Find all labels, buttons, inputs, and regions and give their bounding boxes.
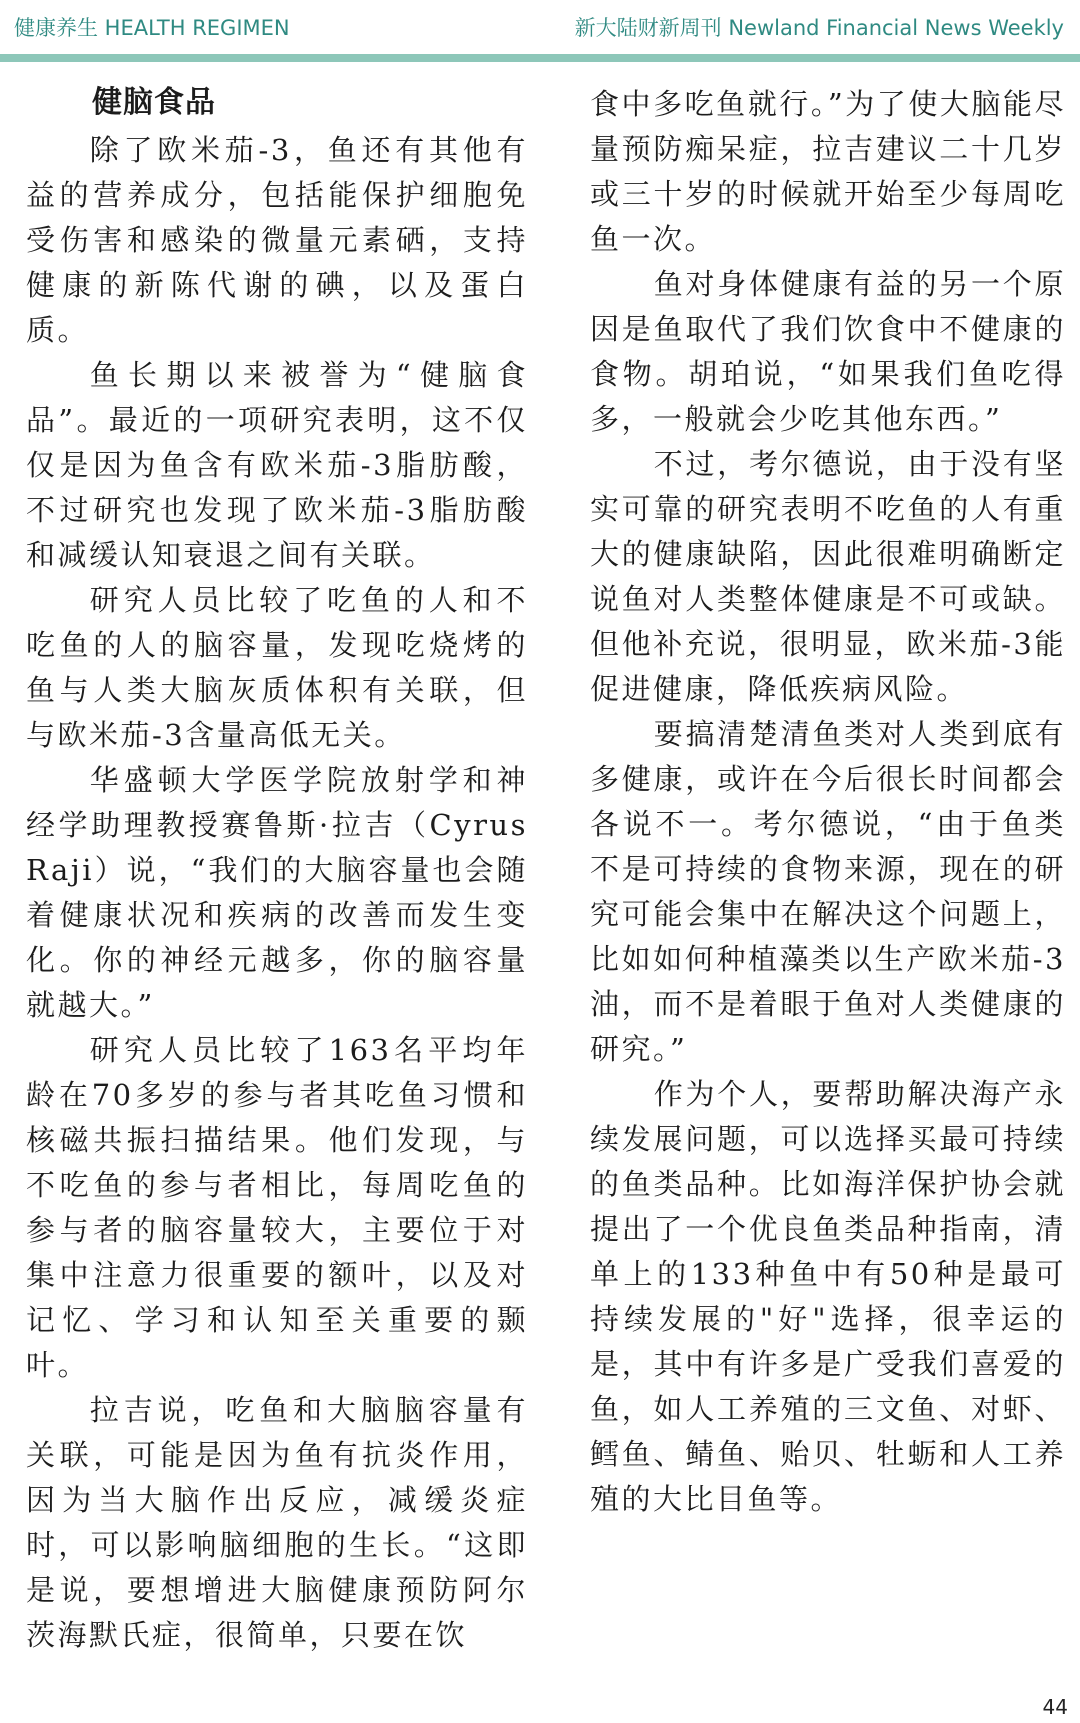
paragraph: 除了欧米茄-3，鱼还有其他有益的营养成分，包括能保护细胞免受伤害和感染的微量元素硒，支持健康的新陈代谢的碘，以及蛋白质。 (26, 133, 528, 347)
article-column-left (26, 82, 528, 1658)
paragraph: 鱼长期以来被誉为“健脑食品”。最近的一项研究表明，这不仅仅是因为鱼含有欧米茄-3脂肪酸，不过研究也发现了欧米茄-3脂肪酸和减缓认知衰退之间有关联。 (26, 358, 528, 572)
paragraph: 研究人员比较了吃鱼的人和不吃鱼的人的脑容量，发现吃烧烤的鱼与人类大脑灰质体积有关联，但与欧米茄-3含量高低无关。 (26, 583, 528, 752)
paragraph: 不过，考尔德说，由于没有坚实可靠的研究表明不吃鱼的人有重大的健康缺陷，因此很难明确断定说鱼对人类整体健康是不可或缺。但他补充说，很明显，欧米茄-3能促进健康，降低疾病风险。 (590, 447, 1066, 706)
paragraph: 华盛顿大学医学院放射学和神经学助理教授赛鲁斯·拉吉（Cyrus Raji）说，“我们的大脑容量也会随着健康状况和疾病的改善而发生变化。你的神经元越多，你的脑容量就越大。” (26, 763, 528, 1022)
publication-name: 新大陆财新周刊 Newland Financial News Weekly (574, 16, 1064, 40)
section-label: 健康养生 HEALTH REGIMEN (14, 16, 290, 40)
paragraph: 研究人员比较了163名平均年龄在70多岁的参与者其吃鱼习惯和核磁共振扫描结果。他们发现，与不吃鱼的参与者相比，每周吃鱼的参与者的脑容量较大，主要位于对集中注意力很重要的额叶，以及对记忆、学习和认知至关重要的颞叶。 (26, 1033, 528, 1382)
paragraph: 拉吉说，吃鱼和大脑脑容量有关联，可能是因为鱼有抗炎作用，因为当大脑作出反应，减缓炎症时，可以影响脑细胞的生长。“这即是说，要想增进大脑健康预防阿尔茨海默氏症，很简单，只要在饮 (26, 1393, 528, 1652)
paragraph: 要搞清楚清鱼类对人类到底有多健康，或许在今后很长时间都会各说不一。考尔德说，“由于鱼类不是可持续的食物来源，现在的研究可能会集中在解决这个问题上，比如如何种植藻类以生产欧米茄-3油，而不是着眼于鱼对人类健康的研究。” (590, 717, 1066, 1066)
section-title: 健脑食品 (92, 85, 216, 120)
paragraph: 作为个人，要帮助解决海产永续发展问题，可以选择买最可持续的鱼类品种。比如海洋保护协会就提出了一个优良鱼类品种指南，清单上的133种鱼中有50种是最可持续发展的"好"选择，很幸运的是，其中有许多是广受我们喜爱的鱼，如人工养殖的三文鱼、对虾、鳕鱼、鲭鱼、贻贝、牡蛎和人工养殖的大比目鱼等。 (590, 1077, 1066, 1516)
paragraph-continuation: 食中多吃鱼就行。”为了使大脑能尽量预防痴呆症，拉吉建议二十几岁或三十岁的时候就开始至少每周吃鱼一次。 (590, 87, 1066, 256)
page-header (0, 0, 1080, 50)
header-divider (0, 54, 1080, 62)
article-column-right (590, 82, 1066, 1522)
page-number: 44 (1042, 1695, 1068, 1719)
paragraph: 鱼对身体健康有益的另一个原因是鱼取代了我们饮食中不健康的食物。胡珀说，“如果我们鱼吃得多，一般就会少吃其他东西。” (590, 267, 1066, 436)
